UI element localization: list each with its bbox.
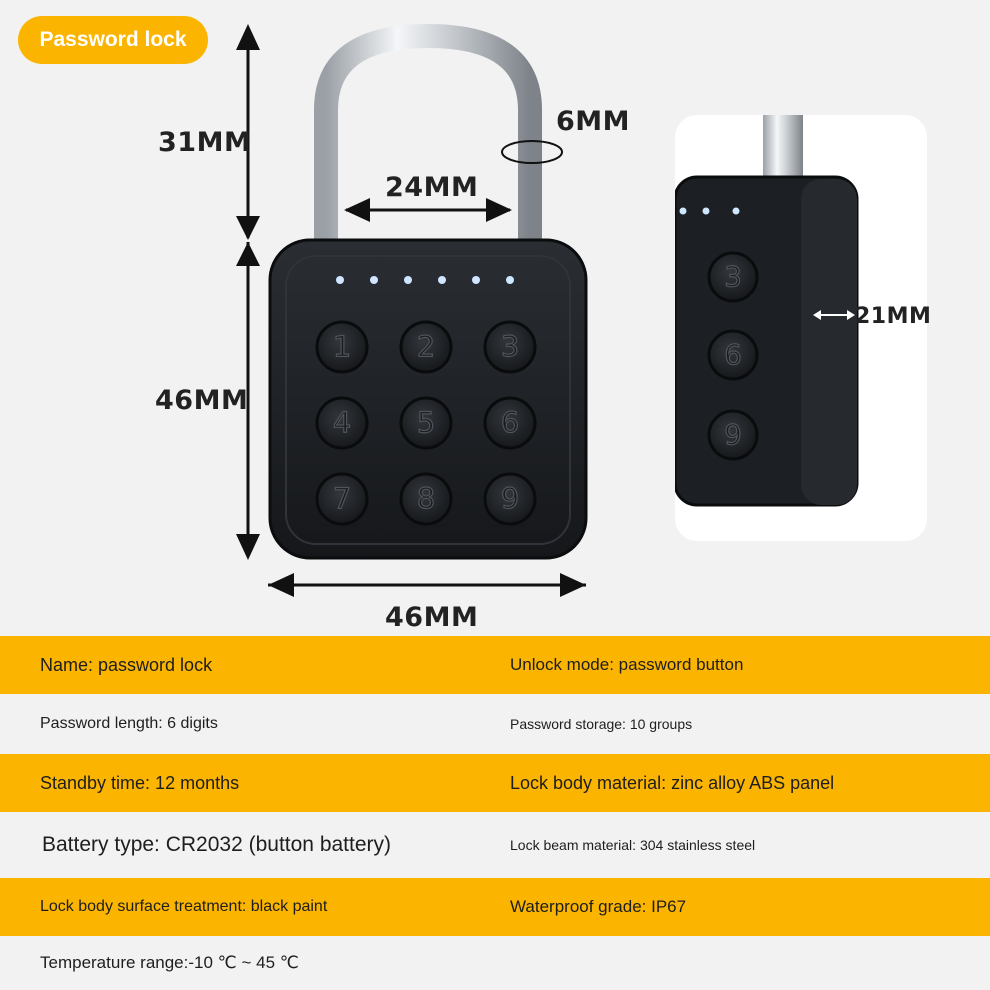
body-thickness-label: 21MM [855, 304, 932, 329]
key-digit: 1 [332, 329, 352, 364]
spec-battery-type: Battery type: CR2032 (button battery) [42, 833, 392, 856]
key-digit: 6 [500, 405, 520, 440]
keypad-button-1 [317, 322, 367, 372]
shackle-width-label: 24MM [385, 172, 479, 203]
keypad-button-7 [317, 474, 367, 524]
key-digit: 2 [416, 329, 436, 364]
keypad-button-8 [401, 474, 451, 524]
spec-row [0, 812, 990, 878]
side-keypad-button-9 [709, 411, 757, 459]
key-digit: 3 [724, 260, 742, 294]
spec-unlock-mode: Unlock mode: password button [510, 655, 744, 674]
spec-temperature-range: Temperature range:-10 ℃ ~ 45 ℃ [40, 953, 299, 972]
key-digit: 8 [416, 481, 436, 516]
key-digit: 5 [416, 405, 436, 440]
key-digit: 6 [724, 338, 742, 372]
spec-password-length: Password length: 6 digits [40, 715, 218, 732]
shackle-diameter-label: 6MM [556, 106, 631, 137]
keypad-button-6 [485, 398, 535, 448]
spec-surface-treatment: Lock body surface treatment: black paint [40, 898, 328, 915]
keypad-button-3 [485, 322, 535, 372]
keypad [317, 322, 535, 524]
spec-row [0, 636, 990, 694]
spec-lock-body-material: Lock body material: zinc alloy ABS panel [510, 772, 835, 793]
shackle-height-label: 31MM [158, 127, 252, 158]
body-height-label: 46MM [155, 385, 249, 416]
key-digit: 4 [332, 405, 352, 440]
keypad-button-2 [401, 322, 451, 372]
badge-label: Password lock [39, 28, 187, 51]
key-digit: 3 [500, 329, 520, 364]
spec-table [0, 636, 990, 990]
side-keypad-button-6 [709, 331, 757, 379]
side-keypad-button-3 [709, 253, 757, 301]
keypad-button-9 [485, 474, 535, 524]
key-digit: 9 [500, 481, 520, 516]
spec-waterproof-grade: Waterproof grade: IP67 [510, 897, 687, 916]
key-digit: 9 [724, 418, 742, 452]
spec-row [0, 754, 990, 812]
spec-row [0, 936, 990, 990]
spec-standby-time: Standby time: 12 months [40, 772, 240, 793]
keypad-button-4 [317, 398, 367, 448]
spec-lock-beam-material: Lock beam material: 304 stainless steel [510, 837, 756, 853]
spec-name: Name: password lock [40, 654, 213, 675]
body-width-label: 46MM [385, 602, 479, 633]
keypad-button-5 [401, 398, 451, 448]
spec-row [0, 694, 990, 754]
spec-password-storage: Password storage: 10 groups [510, 716, 693, 732]
spec-row [0, 878, 990, 936]
key-digit: 7 [332, 481, 352, 516]
